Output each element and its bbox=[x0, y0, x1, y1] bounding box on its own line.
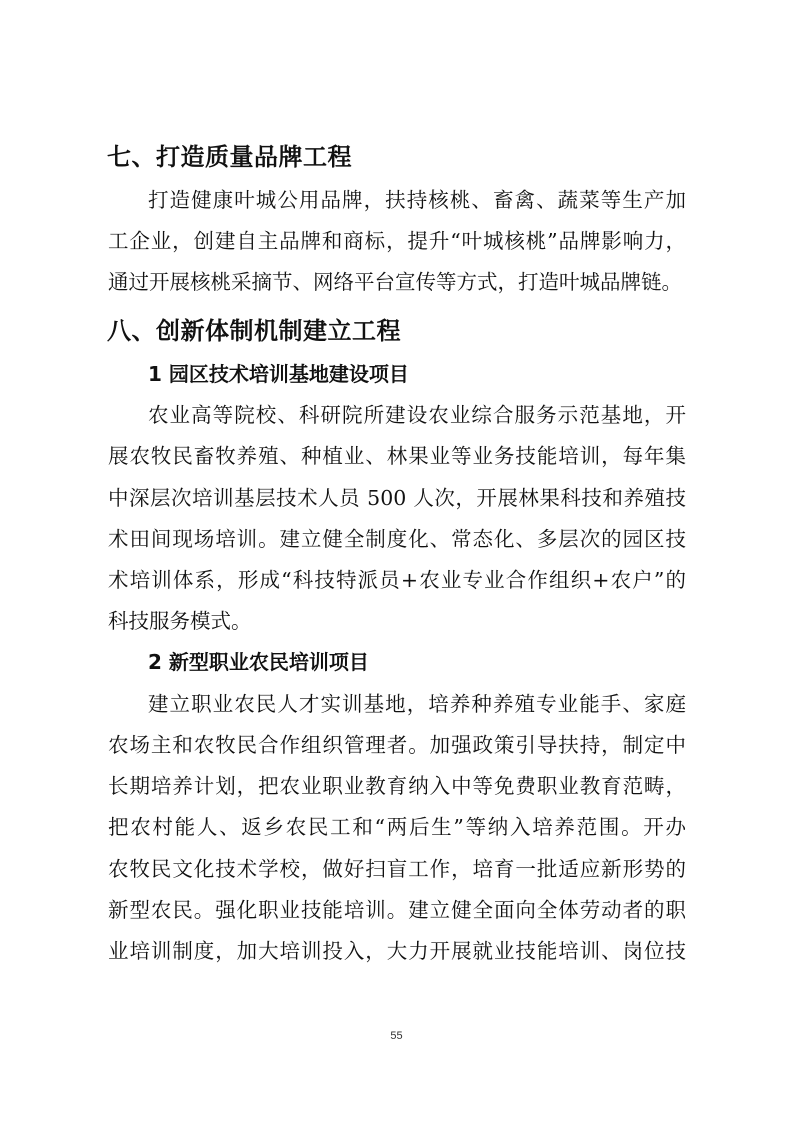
paragraph-line: 业培训制度，加大培训投入，大力开展就业技能培训、岗位技 bbox=[108, 939, 686, 963]
paragraph-line: 新型农民。强化职业技能培训。建立健全面向全体劳动者的职 bbox=[108, 898, 686, 922]
paragraph-line: 通过开展核桃采摘节、网络平台宣传等方式，打造叶城品牌链。 bbox=[108, 270, 682, 294]
section-heading-8: 八、创新体制机制建立工程 bbox=[107, 317, 401, 345]
paragraph-line: 长期培养计划，把农业职业教育纳入中等免费职业教育范畴， bbox=[108, 774, 686, 798]
paragraph-line: 科技服务模式。 bbox=[108, 609, 252, 633]
paragraph-line: 建立职业农民人才实训基地，培养种养殖专业能手、家庭 bbox=[148, 692, 686, 716]
section-heading-7: 七、打造质量品牌工程 bbox=[107, 143, 352, 171]
page-number: 55 bbox=[390, 1030, 403, 1042]
paragraph-line: 把农村能人、返乡农民工和“两后生”等纳入培养范围。开办 bbox=[108, 815, 686, 839]
paragraph-line: 农牧民文化技术学校，做好扫盲工作，培育一批适应新形势的 bbox=[108, 857, 686, 881]
paragraph-line: 打造健康叶城公用品牌，扶持核桃、畜禽、蔬菜等生产加 bbox=[148, 188, 686, 212]
paragraph-line: 中深层次培训基层技术人员 500 人次，开展林果科技和养殖技 bbox=[108, 486, 686, 510]
paragraph-line: 展农牧民畜牧养殖、种植业、林果业等业务技能培训，每年集 bbox=[108, 444, 686, 468]
paragraph-line: 农场主和农牧民合作组织管理者。加强政策引导扶持，制定中 bbox=[108, 733, 686, 757]
subsection-heading-1: 1 园区技术培训基地建设项目 bbox=[148, 362, 409, 386]
paragraph-line: 农业高等院校、科研院所建设农业综合服务示范基地，开 bbox=[148, 403, 686, 427]
paragraph-line: 术田间现场培训。建立健全制度化、常态化、多层次的园区技 bbox=[108, 527, 686, 551]
paragraph-line: 工企业，创建自主品牌和商标，提升“叶城核桃”品牌影响力， bbox=[108, 229, 686, 253]
subsection-heading-2: 2 新型职业农民培训项目 bbox=[148, 650, 369, 674]
paragraph-line: 术培训体系，形成“科技特派员+农业专业合作组织+农户”的 bbox=[108, 568, 686, 592]
